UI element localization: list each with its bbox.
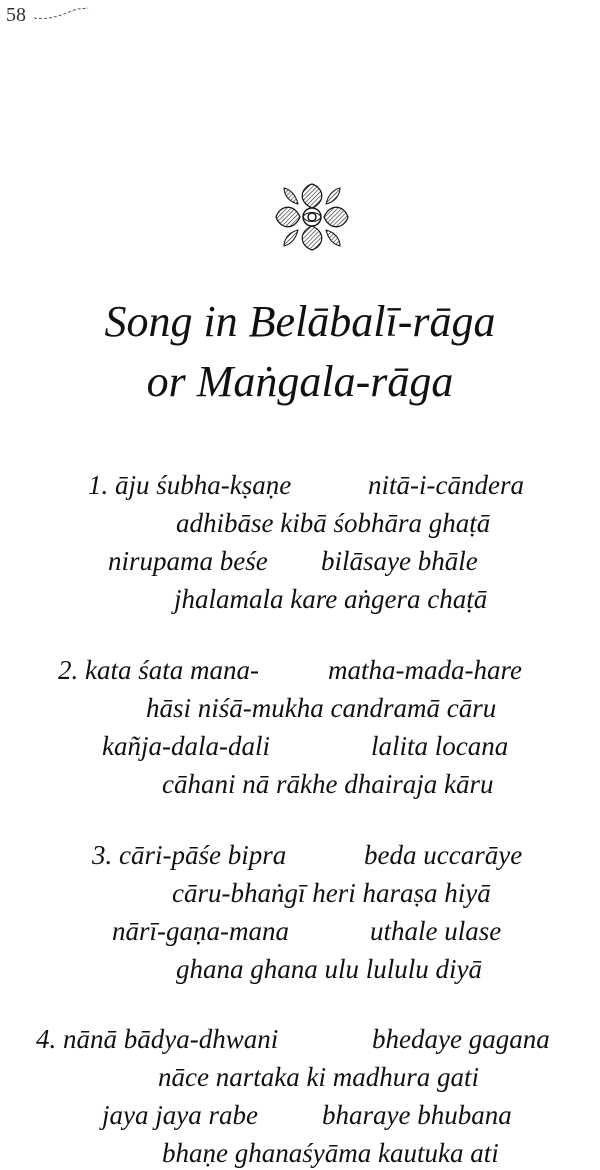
verse-line: uthale ulase xyxy=(370,916,502,946)
verse-line: 1. āju śubha-kṣaṇe xyxy=(88,470,292,500)
verse-line: bharaye bhubana xyxy=(322,1100,512,1130)
song-title-line-1: Song in Belābalī-rāga xyxy=(104,297,496,346)
verse-line: beda uccarāye xyxy=(364,840,523,870)
verse-line: cāhani nā rākhe dhairaja kāru xyxy=(162,769,494,799)
verse-line: hāsi niśā-mukha candramā cāru xyxy=(146,693,497,723)
verse-line: nirupama beśe xyxy=(108,546,268,576)
verse-line: 4. nānā bādya-dhwani xyxy=(36,1024,279,1054)
page-number: 58 xyxy=(6,4,26,26)
floral-ornament-icon xyxy=(270,178,354,256)
verse-line: bhaṇe ghanaśyāma kautuka ati xyxy=(162,1138,499,1168)
song-title-line-2: or Maṅgala-rāga xyxy=(146,357,454,406)
verse-line: ghana ghana ulu lululu diyā xyxy=(176,954,482,984)
verse-line: cāru-bhaṅgī heri haraṣa hiyā xyxy=(172,878,491,908)
verse-line: 3. cāri-pāśe bipra xyxy=(92,840,287,870)
verse-line: nāce nartaka ki madhura gati xyxy=(158,1062,479,1092)
verse-line: bilāsaye bhāle xyxy=(321,546,478,576)
verse-line: adhibāse kibā śobhāra ghaṭā xyxy=(176,508,491,538)
verse-line: lalita locana xyxy=(371,731,509,761)
verse-line: nitā-i-cāndera xyxy=(368,470,524,500)
verse-line: bhedaye gagana xyxy=(372,1024,550,1054)
verse-line: 2. kata śata mana- xyxy=(58,655,259,685)
verse-line: matha-mada-hare xyxy=(328,655,522,685)
page-flourish-icon xyxy=(30,6,90,22)
verse-line: nārī-gaṇa-mana xyxy=(112,916,289,946)
verse-line: jhalamala kare aṅgera chaṭā xyxy=(174,584,488,614)
verse-line: jaya jaya rabe xyxy=(102,1100,258,1130)
verse-line: kañja-dala-dali xyxy=(102,731,270,761)
